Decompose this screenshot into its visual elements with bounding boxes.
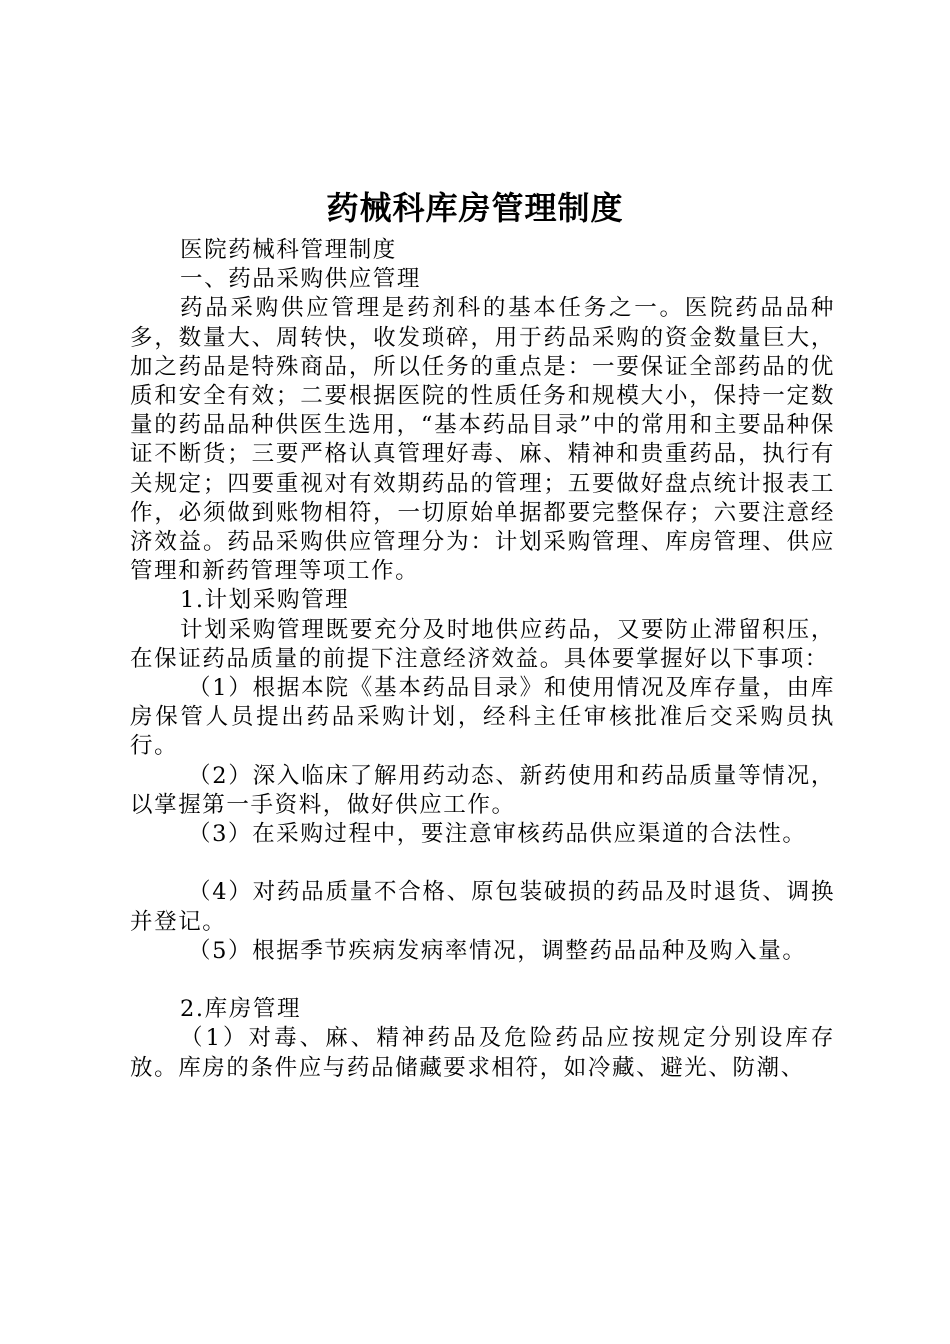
list-item: （4）对药品质量不合格、原包装破损的药品及时退货、调换并登记。 [130, 879, 835, 935]
document-body [130, 236, 835, 1083]
subtitle-line: 医院药械科管理制度 [180, 237, 397, 263]
section-heading: 一、药品采购供应管理 [180, 266, 422, 293]
document-title: 药械科库房管理制度 [326, 189, 624, 227]
blank-line [130, 849, 835, 878]
subsection-heading: 2.库房管理 [180, 996, 302, 1023]
body-paragraph: 药品采购供应管理是药剂科的基本任务之一。医院药品品种多，数量大、周转快，收发琐碎，用于药品采购的资金数量巨大，加之药品是特殊商品，所以任务的重点是：一要保证全部药品的优质和安全有效；二要根据医院的性质任务和规模大小，保持一定数量的药品品种供医生选用，“基本药品目录”中的常用和主要品种保证不断货；三要严格认真管理好毒、麻、精神和贵重药品，执行有关规定；四要重视对有效期药品的管理；五要做好盘点统计报表工作，必须做到账物相符，一切原始单据都要完整保存；六要注意经济效益。药品采购供应管理分为：计划采购管理、库房管理、供应管理和新药管理等项工作。 [130, 295, 835, 585]
list-item: （5）根据季节疾病发病率情况，调整药品品种及购入量。 [188, 937, 807, 964]
body-paragraph: 计划采购管理既要充分及时地供应药品，又要防止滞留积压，在保证药品质量的前提下注意经济效益。具体要掌握好以下事项： [130, 616, 835, 672]
list-item: （3）在采购过程中，要注意审核药品供应渠道的合法性。 [188, 821, 807, 848]
list-item: （2）深入临床了解用药动态、新药使用和药品质量等情况，以掌握第一手资料，做好供应工作。 [130, 762, 835, 818]
list-item: （1）对毒、麻、精神药品及危险药品应按规定分别设库存放。库房的条件应与药品储藏要求相符，如冷藏、避光、防潮、 [130, 1025, 835, 1081]
blank-line [130, 966, 835, 995]
list-item: （1）根据本院《基本药品目录》和使用情况及库存量，由库房保管人员提出药品采购计划，经科主任审核批准后交采购员执行。 [130, 675, 835, 760]
subsection-heading: 1.计划采购管理 [180, 587, 350, 614]
